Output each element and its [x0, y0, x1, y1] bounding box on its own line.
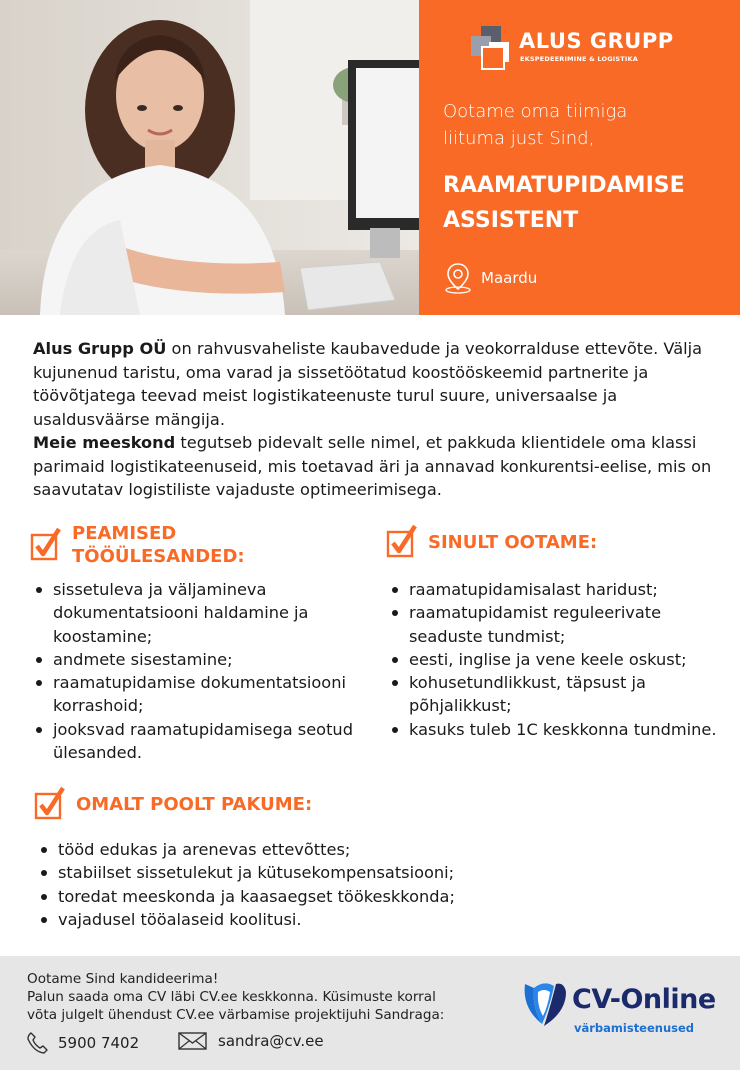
- list-item: jooksvad raamatupidamisega seotud ülesanded.: [33, 718, 363, 765]
- alus-grupp-logo: [471, 26, 681, 70]
- list-item: andmete sisestamine;: [33, 648, 363, 671]
- offer-title: OMALT POOLT PAKUME:: [76, 793, 313, 815]
- hero-banner: [0, 0, 740, 315]
- list-item: toredat meeskonda ja kaasaegset töökeskkonda;: [38, 885, 638, 908]
- job-title-line-2: ASSISTENT: [443, 208, 579, 233]
- requirements-heading: [386, 524, 597, 560]
- tasks-title: [72, 522, 245, 568]
- list-item: raamatupidamise dokumentatsiooni korrashoid;: [33, 671, 363, 718]
- logo-square-orange: [483, 48, 503, 68]
- tasks-list: [33, 578, 363, 764]
- footer-text: [27, 970, 507, 1024]
- about-paragraph-2-text: tegutseb pidevalt selle nimel, et pakkuda klientidele oma klassi parimaid logistikateenuseid, mis toetavad äri ja annavad konkurentsi-eelise, mis on saavutatav logistiliste vajaduste optimeerimisega.: [33, 433, 712, 499]
- cv-online-name: CV-Online: [572, 984, 716, 1015]
- job-location: [443, 262, 537, 294]
- requirements-title: SINULT OOTAME:: [428, 531, 598, 553]
- tasks-heading: [30, 522, 245, 568]
- phone-icon: [26, 1031, 48, 1055]
- checkbox-check-icon: [386, 524, 418, 560]
- list-item: kohusetundlikkust, täpsust ja põhjalikkust;: [389, 671, 724, 718]
- job-title: [443, 168, 733, 238]
- list-item: raamatupidamisalast haridust;: [389, 578, 724, 601]
- phone-number[interactable]: 5900 7402: [58, 1034, 140, 1052]
- checkbox-check-icon: [30, 527, 62, 563]
- woman-at-desk-illustration: [0, 0, 419, 315]
- list-item: stabiilset sissetulekut ja kütusekompensatsiooni;: [38, 861, 638, 884]
- about-paragraph-2: [33, 431, 717, 502]
- contact-phone[interactable]: [26, 1031, 139, 1055]
- list-item: raamatupidamist reguleerivate seaduste tundmist;: [389, 601, 724, 648]
- footer-line-3: võta julgelt ühendust CV.ee värbamise projektijuhi Sandraga:: [27, 1007, 445, 1023]
- list-item: eesti, inglise ja vene keele oskust;: [389, 648, 724, 671]
- intro-line-1: Ootame oma tiimiga: [443, 101, 628, 122]
- footer-line-1: Ootame Sind kandideerima!: [27, 971, 219, 987]
- list-item: sissetuleva ja väljamineva dokumentatsiooni haldamine ja koostamine;: [33, 578, 363, 648]
- cv-online-logo: [520, 978, 720, 1038]
- cv-online-heart-icon: [520, 978, 570, 1028]
- offer-heading: [34, 786, 312, 822]
- hero-panel: [419, 0, 740, 315]
- intro-text: [443, 98, 723, 152]
- about-team-label: Meie meeskond: [33, 433, 176, 452]
- list-item: kasuks tuleb 1C keskkonna tundmine.: [389, 718, 724, 741]
- company-description: [33, 337, 717, 502]
- envelope-icon: [178, 1031, 208, 1051]
- offer-list: [38, 838, 638, 931]
- about-company-name: Alus Grupp OÜ: [33, 339, 167, 358]
- location-pin-icon: [443, 262, 473, 294]
- contact-email[interactable]: [178, 1031, 324, 1051]
- job-title-line-1: RAAMATUPIDAMISE: [443, 173, 685, 198]
- list-item: vajadusel tööalaseid koolitusi.: [38, 908, 638, 931]
- tasks-title-line-1: PEAMISED: [72, 523, 177, 544]
- requirements-list: [389, 578, 724, 741]
- about-paragraph-1-text: on rahvusvaheliste kaubavedude ja veokorralduse ettevõte. Välja kujunenud taristu, oma varad ja sissetöötatud koostööskeemid partnerite ja töövõtjatega teevad meist logistikateenuste turul suure, universaalse ja usaldusväärse mängija.: [33, 339, 703, 429]
- intro-line-2: liituma just Sind,: [443, 128, 595, 149]
- company-name: ALUS GRUPP: [519, 29, 674, 53]
- list-item: tööd edukas ja arenevas ettevõttes;: [38, 838, 638, 861]
- footer: [0, 956, 740, 1070]
- hero-photo: [0, 0, 419, 315]
- cv-online-tagline: värbamisteenused: [574, 1021, 695, 1035]
- company-tagline: EKSPEDEERIMINE & LOGISTIKA: [520, 55, 639, 63]
- tasks-title-line-2: TÖÖÜLESANDED:: [72, 546, 245, 567]
- email-address[interactable]: sandra@cv.ee: [218, 1032, 324, 1050]
- footer-line-2: Palun saada oma CV läbi CV.ee keskkonna. Küsimuste korral: [27, 989, 436, 1005]
- checkbox-check-icon: [34, 786, 66, 822]
- location-text: Maardu: [481, 269, 538, 287]
- about-paragraph-1: [33, 337, 717, 431]
